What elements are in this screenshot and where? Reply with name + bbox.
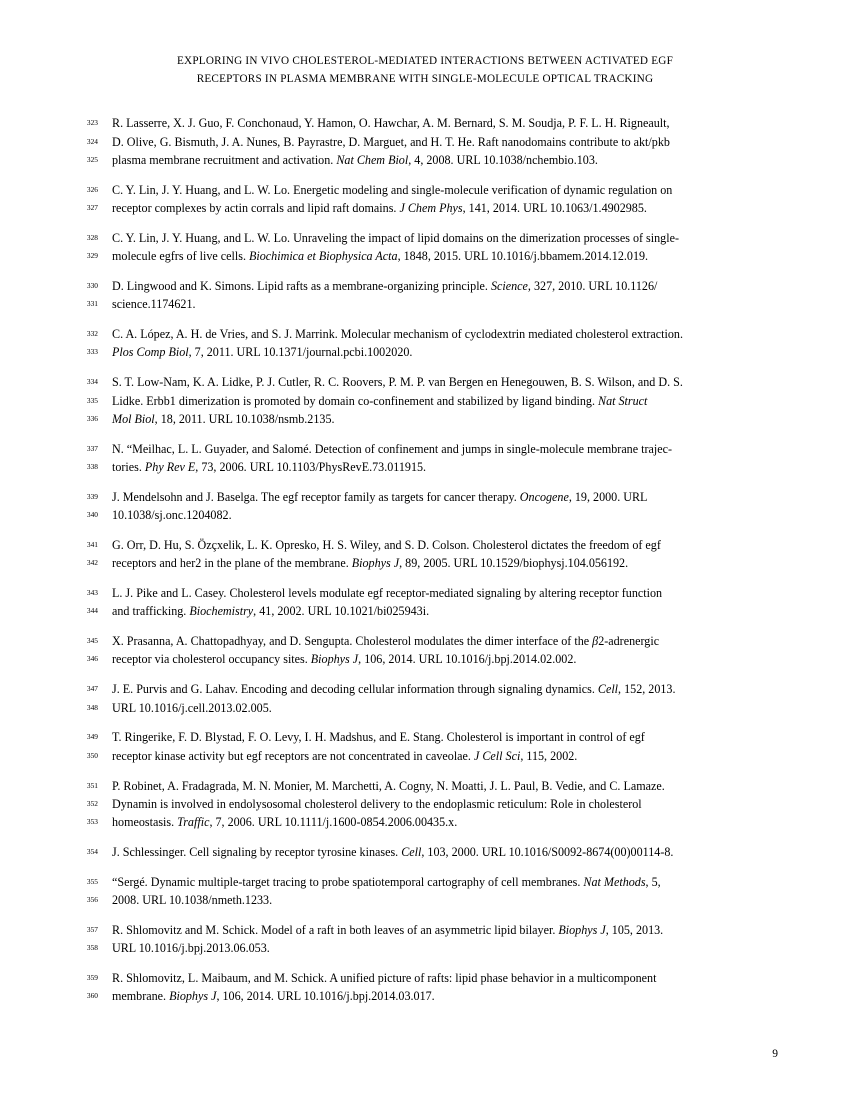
- reference-text: [112, 181, 778, 218]
- reference-text: [112, 229, 778, 266]
- line-number: 346: [86, 654, 98, 664]
- reference-text-line: receptor kinase activity but egf receptors are not concentrated in caveolae. J Cell Sci, 115, 2002.: [112, 748, 578, 763]
- line-number: 334: [86, 377, 98, 387]
- reference-text-line: C. Y. Lin, J. Y. Huang, and L. W. Lo. Energetic modeling and single-molecule verification of dynamic regulation on: [112, 182, 673, 197]
- reference-text-line: URL 10.1016/j.cell.2013.02.005.: [112, 700, 272, 715]
- line-number-group: [72, 921, 98, 958]
- line-number-group: [72, 488, 98, 525]
- reference-text-line: membrane. Biophys J, 106, 2014. URL 10.1016/j.bpj.2014.03.017.: [112, 989, 435, 1004]
- line-number: 354: [86, 846, 98, 856]
- reference-entry: [72, 325, 778, 362]
- reference-text-line: science.1174621.: [112, 297, 196, 312]
- reference-text: [112, 277, 778, 314]
- line-number: 335: [86, 395, 98, 405]
- reference-text-line: T. Ringerike, F. D. Blystad, F. O. Levy, I. H. Madshus, and E. Stang. Cholesterol is important in control of egf: [112, 730, 645, 745]
- reference-text-line: G. Orr, D. Hu, S. Özçxelik, L. K. Opresko, H. S. Wiley, and S. D. Colson. Cholesterol dictates the freedom of egf: [112, 537, 661, 552]
- reference-text-line: homeostasis. Traffic, 7, 2006. URL 10.1111/j.1600-0854.2006.00435.x.: [112, 815, 458, 830]
- line-number: 331: [86, 299, 98, 309]
- line-number: 330: [86, 280, 98, 290]
- reference-entry: [72, 277, 778, 314]
- line-number: 358: [86, 943, 98, 953]
- reference-text-line: S. T. Low-Nam, K. A. Lidke, P. J. Cutler, R. C. Roovers, P. M. P. van Bergen en Henegouwen, B. S. Wilson, and D. S.: [112, 375, 683, 390]
- reference-text-line: D. Lingwood and K. Simons. Lipid rafts as a membrane-organizing principle. Science, 327, 2010. URL 10.1126/: [112, 278, 658, 293]
- reference-text-line: Dynamin is involved in endolysosomal cholesterol delivery to the endoplasmic reticulum: Role in cholesterol: [112, 796, 642, 811]
- reference-text-line: N. “Meilhac, L. L. Guyader, and Salomé. Detection of confinement and jumps in single-molecule membrane trajec-: [112, 441, 673, 456]
- line-number: 325: [86, 154, 98, 164]
- reference-text-line: tories. Phy Rev E, 73, 2006. URL 10.1103/PhysRevE.73.011915.: [112, 459, 427, 474]
- reference-text-line: J. Schlessinger. Cell signaling by receptor tyrosine kinases. Cell, 103, 2000. URL 10.1016/S0092-8674(00)00114-8.: [112, 844, 674, 859]
- line-number: 355: [86, 876, 98, 886]
- line-number: 357: [86, 924, 98, 934]
- reference-entry: [72, 114, 778, 169]
- reference-text-line: Plos Comp Biol, 7, 2011. URL 10.1371/journal.pcbi.1002020.: [112, 345, 413, 360]
- reference-text-line: C. A. López, A. H. de Vries, and S. J. Marrink. Molecular mechanism of cyclodextrin mediated cholesterol extraction.: [112, 327, 683, 342]
- line-number: 341: [86, 539, 98, 549]
- reference-text: [112, 440, 778, 477]
- reference-entry: [72, 181, 778, 218]
- reference-text: [112, 536, 778, 573]
- line-number-group: [72, 373, 98, 428]
- line-number: 342: [86, 558, 98, 568]
- reference-entry: [72, 777, 778, 832]
- reference-entry: [72, 728, 778, 765]
- line-number: 338: [86, 461, 98, 471]
- reference-entry: [72, 440, 778, 477]
- line-number: 351: [86, 780, 98, 790]
- reference-entry: [72, 373, 778, 428]
- reference-entry: [72, 969, 778, 1006]
- reference-entry: [72, 873, 778, 910]
- line-number: 345: [86, 636, 98, 646]
- line-number: 328: [86, 232, 98, 242]
- reference-entry: [72, 488, 778, 525]
- line-number-group: [72, 584, 98, 621]
- reference-list: [72, 114, 778, 1005]
- reference-text: [112, 680, 778, 717]
- reference-text-line: L. J. Pike and L. Casey. Cholesterol levels modulate egf receptor-mediated signaling by altering receptor function: [112, 586, 663, 601]
- reference-entry: [72, 229, 778, 266]
- reference-text-line: P. Robinet, A. Fradagrada, M. N. Monier, M. Marchetti, A. Cogny, N. Moatti, J. L. Paul, B. Vedie, and C. Lamaze.: [112, 778, 665, 793]
- running-head-line-2: RECEPTORS IN PLASMA MEMBRANE WITH SINGLE-MOLECULE OPTICAL TRACKING: [196, 73, 654, 86]
- line-number: 353: [86, 817, 98, 827]
- line-number: 326: [86, 184, 98, 194]
- reference-text-line: D. Olive, G. Bismuth, J. A. Nunes, B. Payrastre, D. Marguet, and H. T. He. Raft nanodomains contribute to akt/pkb: [112, 134, 670, 149]
- line-number: 348: [86, 702, 98, 712]
- reference-text-line: URL 10.1016/j.bpj.2013.06.053.: [112, 941, 270, 956]
- line-number-group: [72, 728, 98, 765]
- page-number: 9: [772, 1048, 778, 1060]
- reference-text-line: Lidke. Erbb1 dimerization is promoted by domain co-confinement and stabilized by ligand binding. Nat Struct: [112, 393, 648, 408]
- line-number-group: [72, 843, 98, 861]
- line-number: 347: [86, 684, 98, 694]
- line-number-group: [72, 325, 98, 362]
- running-head: [98, 52, 752, 88]
- line-number-group: [72, 777, 98, 832]
- reference-text-line: C. Y. Lin, J. Y. Huang, and L. W. Lo. Unraveling the impact of lipid domains on the dimerization processes of single-: [112, 230, 679, 245]
- reference-entry: [72, 843, 778, 861]
- running-head-line-1: EXPLORING IN VIVO CHOLESTEROL-MEDIATED INTERACTIONS BETWEEN ACTIVATED EGF: [176, 55, 674, 67]
- reference-text: [112, 777, 778, 832]
- reference-text: [112, 373, 778, 428]
- reference-text-line: 10.1038/sj.onc.1204082.: [112, 508, 232, 523]
- line-number: 343: [86, 588, 98, 598]
- reference-text-line: J. Mendelsohn and J. Baselga. The egf receptor family as targets for cancer therapy. Oncogene, 19, 2000. URL: [112, 489, 648, 504]
- reference-text: [112, 114, 778, 169]
- line-number: 337: [86, 443, 98, 453]
- line-number-group: [72, 277, 98, 314]
- line-number: 350: [86, 750, 98, 760]
- reference-text-line: receptors and her2 in the plane of the membrane. Biophys J, 89, 2005. URL 10.1529/biophysj.104.056192.: [112, 556, 629, 571]
- line-number-group: [72, 969, 98, 1006]
- line-number: 332: [86, 329, 98, 339]
- line-number-group: [72, 632, 98, 669]
- reference-text-line: 2008. URL 10.1038/nmeth.1233.: [112, 893, 273, 908]
- reference-entry: [72, 536, 778, 573]
- line-number: 324: [86, 136, 98, 146]
- reference-text-line: Mol Biol, 18, 2011. URL 10.1038/nsmb.2135.: [112, 411, 335, 426]
- line-number: 333: [86, 347, 98, 357]
- reference-text: [112, 488, 778, 525]
- reference-text-line: plasma membrane recruitment and activation. Nat Chem Biol, 4, 2008. URL 10.1038/nchembio.103.: [112, 152, 598, 167]
- line-number-group: [72, 114, 98, 169]
- line-number: 340: [86, 510, 98, 520]
- line-number-group: [72, 181, 98, 218]
- line-number: 359: [86, 973, 98, 983]
- reference-text: [112, 325, 778, 362]
- line-number: 323: [86, 118, 98, 128]
- reference-text-line: X. Prasanna, A. Chattopadhyay, and D. Sengupta. Cholesterol modulates the dimer interface of the β2-adrenergic: [112, 634, 660, 649]
- reference-text-line: receptor via cholesterol occupancy sites. Biophys J, 106, 2014. URL 10.1016/j.bpj.2014.02.002.: [112, 652, 577, 667]
- reference-text-line: “Sergé. Dynamic multiple-target tracing to probe spatiotemporal cartography of cell membranes. Nat Methods, 5,: [112, 874, 661, 889]
- reference-text-line: R. Shlomovitz and M. Schick. Model of a raft in both leaves of an asymmetric lipid bilayer. Biophys J, 105, 2013.: [112, 922, 664, 937]
- reference-entry: [72, 584, 778, 621]
- line-number: 349: [86, 732, 98, 742]
- reference-entry: [72, 921, 778, 958]
- reference-entry: [72, 680, 778, 717]
- line-number-group: [72, 680, 98, 717]
- reference-text: [112, 873, 778, 910]
- line-number-group: [72, 440, 98, 477]
- line-number-group: [72, 873, 98, 910]
- reference-text-line: and trafficking. Biochemistry, 41, 2002. URL 10.1021/bi025943i.: [112, 604, 430, 619]
- reference-text: [112, 584, 778, 621]
- line-number: 327: [86, 203, 98, 213]
- reference-text: [112, 921, 778, 958]
- reference-text: [112, 969, 778, 1006]
- line-number: 329: [86, 251, 98, 261]
- reference-text: [112, 632, 778, 669]
- line-number: 336: [86, 413, 98, 423]
- line-number: 352: [86, 798, 98, 808]
- line-number: 344: [86, 606, 98, 616]
- reference-entry: [72, 632, 778, 669]
- line-number: 360: [86, 991, 98, 1001]
- reference-text-line: R. Lasserre, X. J. Guo, F. Conchonaud, Y. Hamon, O. Hawchar, A. M. Bernard, S. M. Soudja, P. F. L. H. Rigneault,: [112, 116, 670, 131]
- line-number: 356: [86, 895, 98, 905]
- reference-text-line: J. E. Purvis and G. Lahav. Encoding and decoding cellular information through signaling dynamics. Cell, 152, 2013.: [112, 682, 676, 697]
- reference-text-line: R. Shlomovitz, L. Maibaum, and M. Schick. A unified picture of rafts: lipid phase behavior in a multicomponent: [112, 971, 657, 986]
- reference-text: [112, 728, 778, 765]
- reference-text: [112, 843, 778, 861]
- reference-text-line: receptor complexes by actin corrals and lipid raft domains. J Chem Phys, 141, 2014. URL 10.1063/1.4902985.: [112, 201, 647, 216]
- line-number-group: [72, 536, 98, 573]
- line-number-group: [72, 229, 98, 266]
- line-number: 339: [86, 491, 98, 501]
- reference-text-line: molecule egfrs of live cells. Biochimica et Biophysica Acta, 1848, 2015. URL 10.1016/j.bbamem.2014.12.019.: [112, 249, 649, 264]
